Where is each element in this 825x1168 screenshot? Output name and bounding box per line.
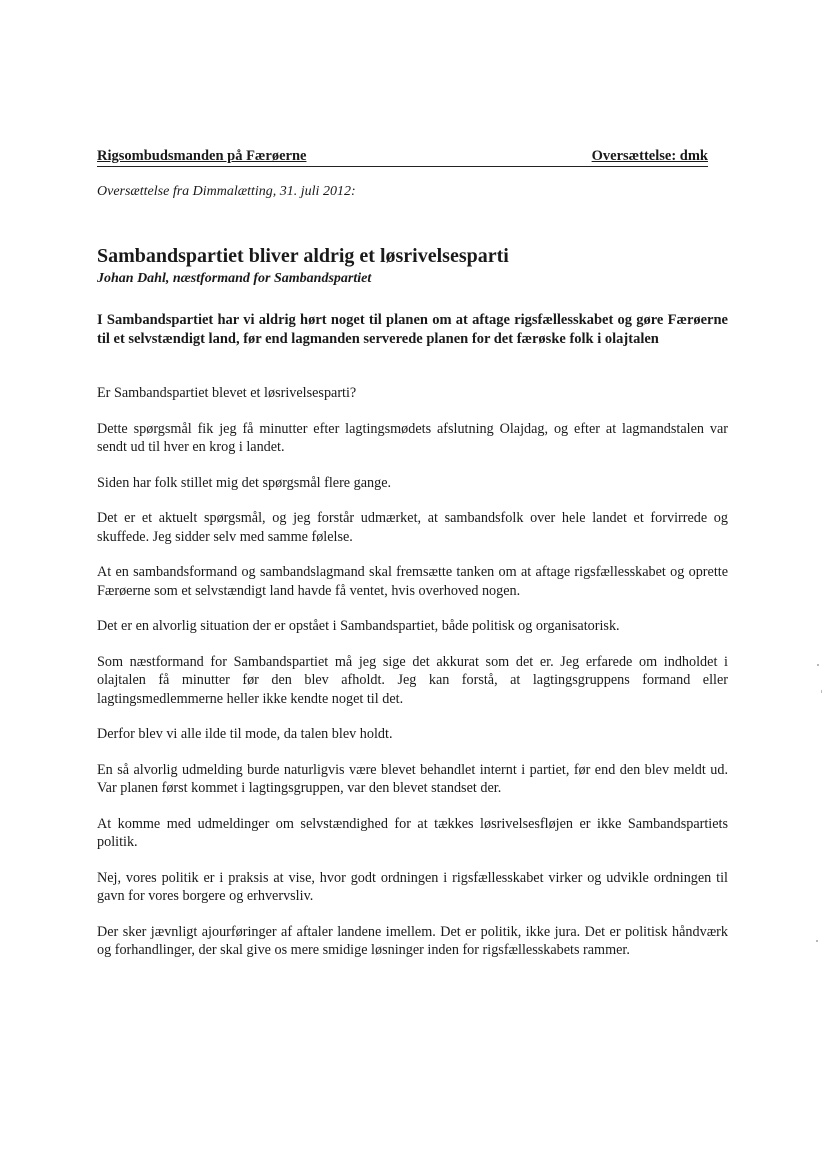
letterhead	[97, 148, 708, 167]
translation-credit: Oversættelse: dmk	[591, 148, 708, 164]
translation-source-note: Oversættelse fra Dimmalætting, 31. juli 2012:	[97, 184, 356, 199]
article-lead: I Sambandspartiet har vi aldrig hørt noget til planen om at aftage rigsfællesskabet og gøre Færøerne til et selvstændigt land, før end lagmanden serverede planen for det færøske folk i olajtalen	[97, 312, 728, 347]
paragraph: Dette spørgsmål fik jeg få minutter efter lagtingsmødets afslutning Olajdag, og efter at lagmandstalen var sendt ud til hver en krog i landet.	[97, 420, 728, 455]
sender-name: Rigsombudsmanden på Færøerne	[97, 148, 307, 164]
scan-artifact	[816, 940, 818, 942]
paragraph: Som næstformand for Sambandspartiet må jeg sige det akkurat som det er. Jeg erfarede om indholdet i olajtalen få minutter før den blev afholdt. Jeg kan forstå, at lagtingsgruppens formand eller lagtingsmedlemmerne heller ikke kendte noget til det.	[97, 653, 728, 707]
paragraph: Det er en alvorlig situation der er opstået i Sambandspartiet, både politisk og organisatorisk.	[97, 618, 620, 634]
article-body	[97, 384, 728, 977]
paragraph: Er Sambandspartiet blevet et løsrivelsesparti?	[97, 385, 357, 401]
scan-artifact	[817, 664, 819, 666]
article-title: Sambandspartiet bliver aldrig et løsrivelsesparti	[97, 245, 509, 267]
paragraph: Det er et aktuelt spørgsmål, og jeg forstår udmærket, at sambandsfolk over hele landet et forvirrede og skuffede. Jeg sidder selv med samme følelse.	[97, 510, 728, 545]
paragraph: Siden har folk stillet mig det spørgsmål flere gange.	[97, 474, 392, 491]
scan-artifact	[821, 690, 822, 693]
paragraph: Derfor blev vi alle ilde til mode, da talen blev holdt.	[97, 726, 393, 742]
paragraph: At komme med udmeldinger om selvstændighed for at tækkes løsrivelsesfløjen er ikke Sambandspartiets politik.	[97, 815, 728, 850]
paragraph: Nej, vores politik er i praksis at vise, hvor godt ordningen i rigsfællesskabet virker og udvikle ordningen til gavn for vores borgere og erhvervsliv.	[97, 869, 728, 904]
paragraph: At en sambandsformand og sambandslagmand skal fremsætte tanken om at aftage rigsfællesskabet og oprette Færøerne som et selvstændigt land havde få ventet, hvis overhoved nogen.	[97, 564, 728, 599]
article-byline: Johan Dahl, næstformand for Sambandspartiet	[97, 271, 372, 286]
paragraph: En så alvorlig udmelding burde naturligvis være blevet behandlet internt i partiet, før end den blev meldt ud. Var planen først kommet i lagtingsgruppen, var den blevet standset der.	[97, 761, 728, 796]
paragraph: Der sker jævnligt ajourføringer af aftaler landene imellem. Det er politik, ikke jura. Det er politisk håndværk og forhandlinger, der skal give os mere smidige løsninger inden for rigsfællesskabets rammer.	[97, 923, 728, 958]
